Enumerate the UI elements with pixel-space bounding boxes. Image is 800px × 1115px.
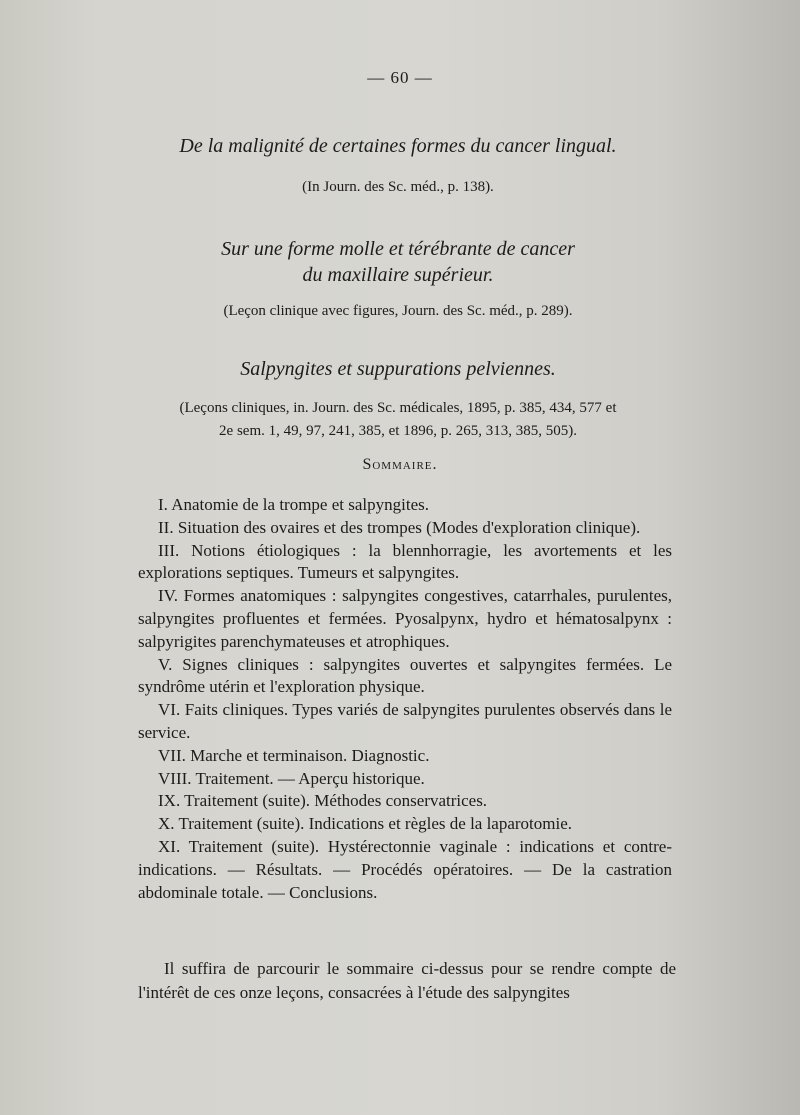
entry-reference-line: (In Journ. des Sc. méd., p. 138). bbox=[302, 179, 494, 195]
entry-title-line: Sur une forme molle et térébrante de cancer bbox=[221, 238, 575, 260]
entry-reference bbox=[140, 300, 656, 323]
entry-reference-line: (Leçons cliniques, in. Journ. des Sc. médicales, 1895, p. 385, 434, 577 et bbox=[179, 400, 617, 416]
entry-title bbox=[120, 356, 676, 382]
sommaire-item: III. Notions étiologiques : la blennhorragie, les avortements et les explorations septiques. Tumeurs et salpyngites. bbox=[138, 540, 672, 583]
sommaire-item: IV. Formes anatomiques : salpyngites congestives, catarrhales, purulentes, salpyngites profluentes et fermées. Pyosalpynx, hydro et hématosalpynx : salpyrigites parenchymateuses et atrophiques. bbox=[138, 586, 672, 651]
entry-reference bbox=[140, 397, 656, 443]
page-number: — 60 — bbox=[367, 68, 433, 87]
sommaire-heading: Sommaire. bbox=[362, 456, 438, 473]
entry-title-line: De la malignité de certaines formes du cancer lingual. bbox=[179, 135, 617, 157]
entry-reference bbox=[140, 176, 656, 199]
entry-title bbox=[120, 236, 676, 288]
entry-reference-line: 2e sem. 1, 49, 97, 241, 385, et 1896, p. 265, 313, 385, 505). bbox=[219, 423, 577, 439]
sommaire-item: I. Anatomie de la trompe et salpyngites. bbox=[158, 495, 429, 514]
sommaire-item: IX. Traitement (suite). Méthodes conservatrices. bbox=[158, 791, 488, 811]
sommaire-item: XI. Traitement (suite). Hystérectonnie vaginale : indications et contre-indications. — Résultats. — Procédés opératoires. — De la castration abdominale totale. — Conclusions. bbox=[138, 836, 672, 902]
entry-title-line: du maxillaire supérieur. bbox=[302, 264, 494, 286]
sommaire-item: II. Situation des ovaires et des trompes (Modes d'exploration clinique). bbox=[158, 517, 641, 537]
sommaire-item: VI. Faits cliniques. Types variés de salpyngites purulentes observés dans le service. bbox=[138, 700, 672, 742]
entry-reference-line: (Leçon clinique avec figures, Journ. des Sc. méd., p. 289). bbox=[223, 303, 573, 319]
closing-paragraph-text: Il suffira de parcourir le sommaire ci-dessus pour se rendre compte de l'intérêt de ces onze leçons, consacrées à l'étude des salpyngites bbox=[138, 959, 676, 1002]
closing-paragraph bbox=[138, 957, 676, 1005]
entry-title-line: Salpyngites et suppurations pelviennes. bbox=[240, 358, 556, 380]
sommaire-item: V. Signes cliniques : salpyngites ouvertes et salpyngites fermées. Le syndrôme utérin et l'exploration physique. bbox=[138, 654, 672, 697]
entry-title bbox=[120, 133, 676, 159]
sommaire-list bbox=[138, 494, 672, 904]
sommaire-item: X. Traitement (suite). Indications et règles de la laparotomie. bbox=[158, 814, 573, 834]
sommaire-item: VII. Marche et terminaison. Diagnostic. bbox=[158, 745, 430, 765]
sommaire-item: VIII. Traitement. — Aperçu historique. bbox=[158, 768, 425, 788]
